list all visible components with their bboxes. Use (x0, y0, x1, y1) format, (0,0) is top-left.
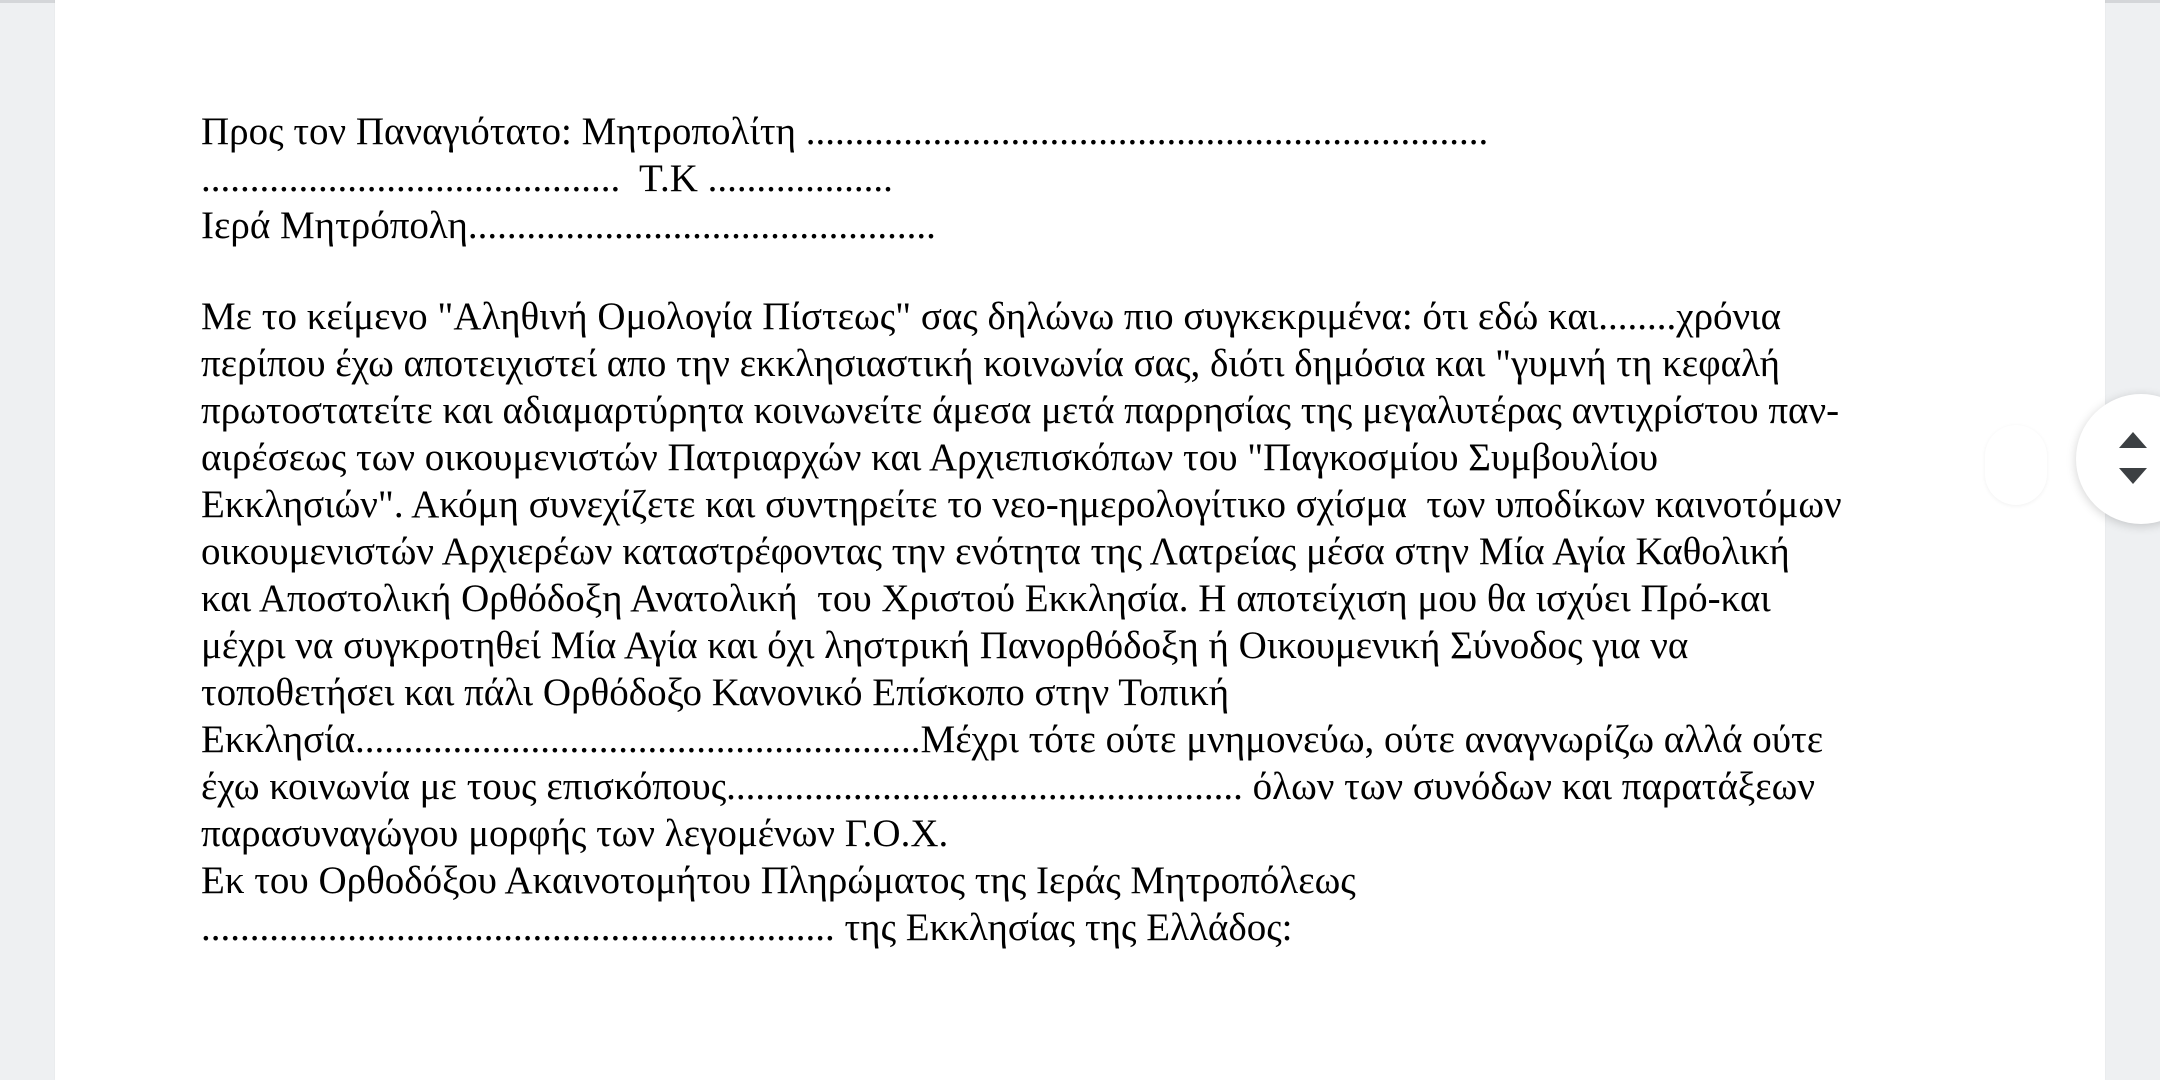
body-line: οικουμενιστών Αρχιερέων καταστρέφοντας την ενότητα της Λατρείας μέσα στην Μία Αγία Καθολική (201, 530, 1790, 573)
address-line: Ιερά Μητρόπολη................................................ (201, 204, 936, 247)
address-line: Προς τον Παναγιότατο: Μητροπολίτη ...................................................................... (201, 110, 1489, 153)
body-line: Εκ του Ορθοδόξου Ακαινοτομήτου Πληρώματος της Ιεράς Μητροπόλεως (201, 859, 1356, 902)
body-line: αιρέσεως των οικουμενιστών Πατριαρχών και Αρχιεπισκόπων του "Παγκοσμίου Συμβουλίου (201, 436, 1659, 479)
document-text (201, 108, 1981, 951)
body-line: Εκκλησιών". Ακόμη συνεχίζετε και συντηρείτε το νεο-ημερολογίτικο σχίσμα των υποδίκων καινοτόμων (201, 483, 1842, 526)
body-line: τοποθετήσει και πάλι Ορθόδοξο Κανονικό Επίσκοπο στην Τοπική (201, 671, 1230, 714)
body-line: Με το κείμενο "Αληθινή Ομολογία Πίστεως" σας δηλώνω πιο συγκεκριμένα: ότι εδώ και........χρόνια (201, 295, 1782, 338)
body-line: Εκκλησία..........................................................Μέχρι τότε ούτε μνημονεύω, ούτε αναγνωρίζω αλλά ούτε (201, 718, 1824, 761)
body-line: παρασυναγώγου μορφής των λεγομένων Γ.Ο.Χ. (201, 812, 949, 855)
body-line: ................................................................. της Εκκλησίας της Ελλάδος: (201, 906, 1293, 949)
body-line: πρωτοστατείτε και αδιαμαρτύρητα κοινωνείτε άμεσα μετά παρρησίας της μεγαλυτέρας αντιχρίστου παν- (201, 389, 1840, 432)
paragraph-gap (201, 249, 1981, 293)
arrow-up-icon (2119, 432, 2147, 448)
faded-control (1985, 425, 2047, 505)
arrow-down-icon (2119, 468, 2147, 484)
body-line: μέχρι να συγκροτηθεί Μία Αγία και όχι ληστρική Πανορθόδοξη ή Οικουμενική Σύνοδος για να (201, 624, 1689, 667)
body-line: περίπου έχω αποτειχιστεί απο την εκκλησιαστική κοινωνία σας, διότι δημόσια και "γυμνή τη κεφαλή (201, 342, 1781, 385)
address-line: ........................................... Τ.Κ ................... (201, 157, 893, 200)
body-line: και Αποστολική Ορθόδοξη Ανατολική του Χριστού Εκκλησία. Η αποτείχιση μου θα ισχύει Πρό-και (201, 577, 1771, 620)
body-line: έχω κοινωνία με τους επισκόπους..................................................... όλων των συνόδων και παρατάξεων (201, 765, 1815, 808)
